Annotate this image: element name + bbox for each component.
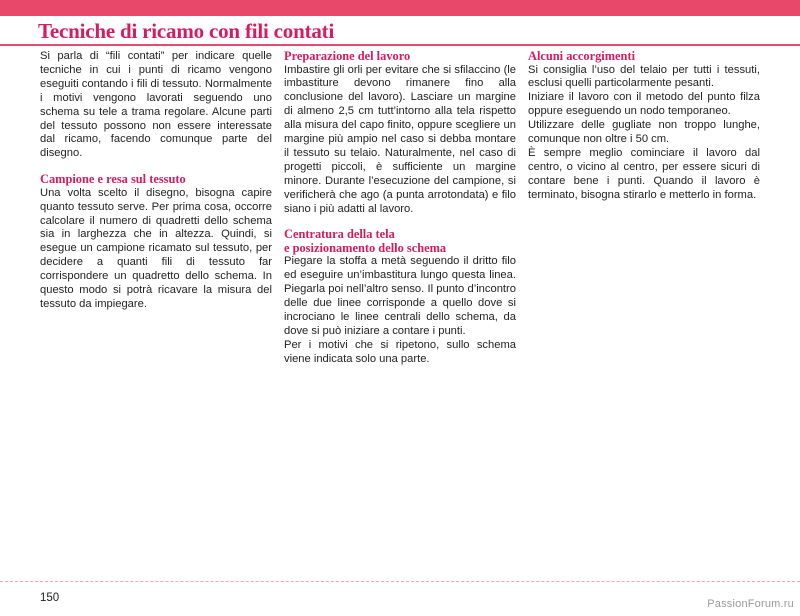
top-accent-bar xyxy=(0,0,800,16)
section-paragraph-campione: Una volta scelto il disegno, bisogna capire quanto tessuto serve. Per prima cosa, occorre calcolare il numero di quadretti dello schema sia in larghezza che in altezza. Quindi, si esegue un campione ricamato sul tessuto, per decidere a quanti fili di tessuto far corrispondere un quadretto dello schema. In questo modo si potrà ricavare la misura del tessuto da impiegare. xyxy=(40,186,272,310)
page-number: 150 xyxy=(40,592,60,604)
text-column-1 xyxy=(40,50,272,312)
section-heading-campione: Campione e resa sul tessuto xyxy=(40,172,186,187)
title-underline xyxy=(0,44,800,46)
section-heading-centratura-line2: e posizionamento dello schema xyxy=(284,240,447,255)
text-column-2 xyxy=(284,50,516,367)
section-heading-preparazione: Preparazione del lavoro xyxy=(284,49,411,63)
page-title: Tecniche di ricamo con fili contati xyxy=(38,19,335,43)
watermark: PassionForum.ru xyxy=(707,598,794,610)
tip-paragraph: Utilizzare delle gugliate non troppo lunghe, comunque non oltre i 50 cm. xyxy=(528,119,760,146)
tip-paragraph: Si consiglia l’uso del telaio per tutti i tessuti, esclusi quelli particolarmente pesanti. xyxy=(528,63,760,90)
section-paragraph-centratura: Piegare la stoffa a metà seguendo il dritto filo ed eseguire un’imbastitura lungo questa linea. Piegarla poi nell’altro senso. Il punto d’incontro delle due linee corrisponde a quello dove si incrociano le linee centrali dello schema, da dove si può iniziare a contare i punti. xyxy=(284,255,516,337)
tip-paragraph: È sempre meglio cominciare il lavoro dal centro, o vicino al centro, per essere sicuri di contare bene i punti. Quando il lavoro è terminato, bisogna stirarlo e metterlo in forma. xyxy=(528,146,760,201)
text-column-3 xyxy=(528,50,760,203)
section-heading-centratura-line1: Centratura della tela xyxy=(284,227,395,242)
footer-dashed-divider xyxy=(0,581,800,582)
tip-paragraph: Iniziare il lavoro con il metodo del punto filza oppure eseguendo un nodo temporaneo. xyxy=(528,91,760,118)
section-paragraph-preparazione: Imbastire gli orli per evitare che si sfilaccino (le imbastiture devono rimanere fino alla conclusione del lavoro). Lasciare un margine di almeno 2,5 cm tutt’intorno alla tela rispetto alla misura del capo finito, oppure scegliere un margine più ampio nel caso si debba montare il tessuto su telaio. Naturalmente, nel caso di progetti piccoli, è sufficiente un margine minore. Durante l’esecuzione del campione, si verificherà che ago (a punta arrotondata) e filo siano i più adatti al lavoro. xyxy=(284,63,516,215)
section-heading-accorgimenti: Alcuni accorgimenti xyxy=(528,49,636,63)
intro-paragraph: Si parla di “fili contati” per indicare quelle tecniche in cui i punti di ricamo vengono eseguiti contando i fili di tessuto. Normalmente i motivi vengono lavorati seguendo uno schema su tele a trama regolare. Alcune parti del tessuto possono non essere interessate dal ricamo, facendo comunque parte del disegno. xyxy=(40,50,272,160)
section-paragraph-motivi: Per i motivi che si ripetono, sullo schema viene indicata solo una parte. xyxy=(284,338,516,365)
